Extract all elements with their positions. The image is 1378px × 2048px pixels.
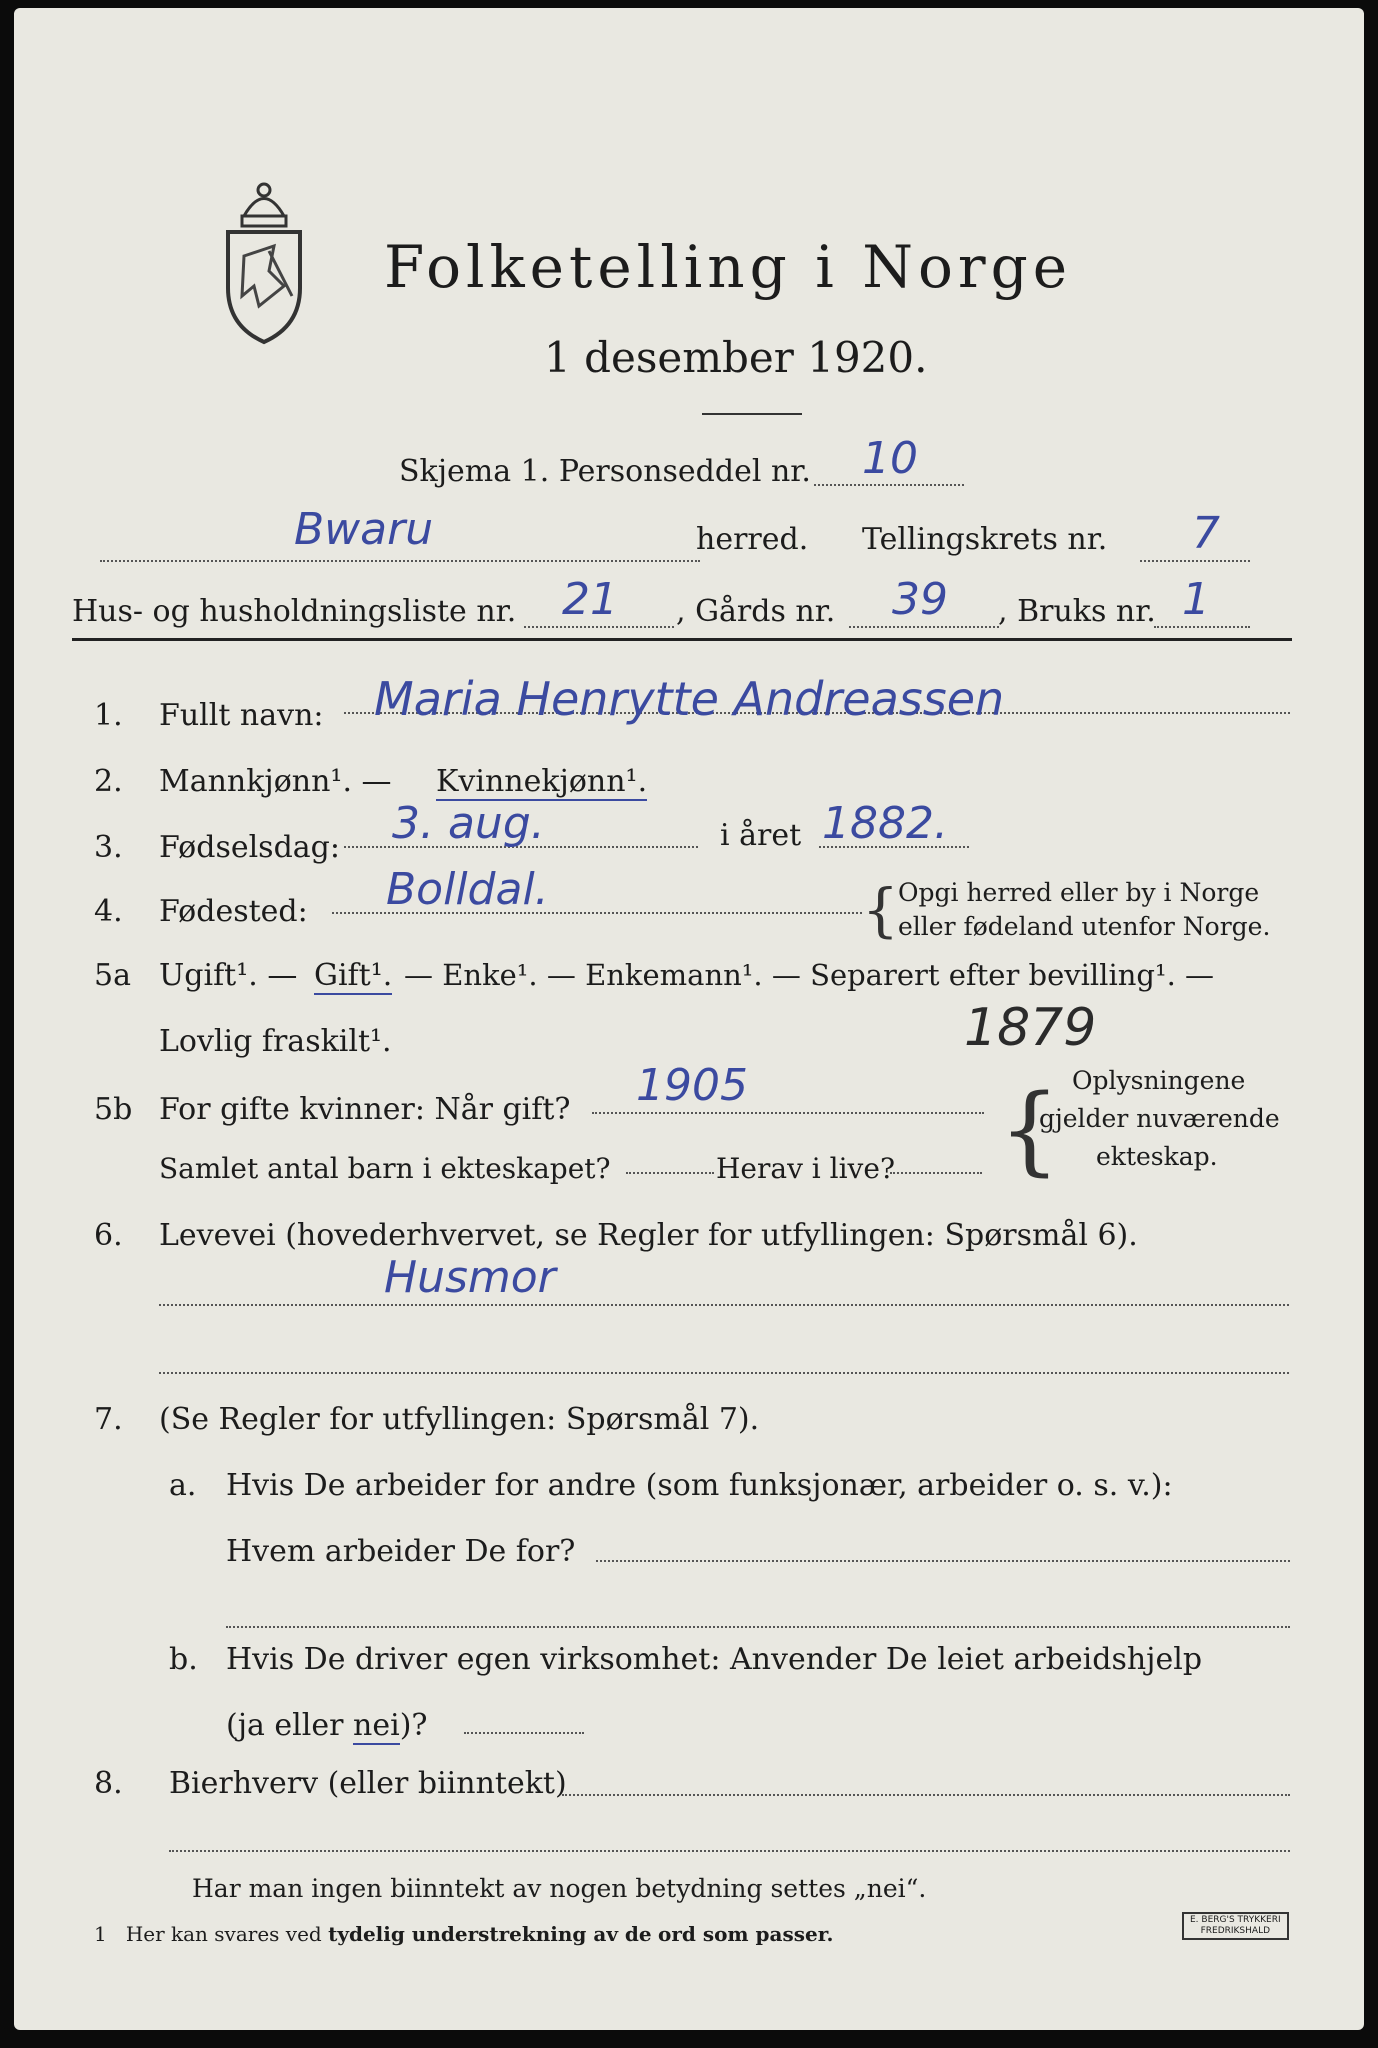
q7a-text: Hvis De arbeider for andre (som funksjonær, arbeider o. s. v.): [226,1468,1173,1503]
title-divider [702,413,802,415]
herred-label: herred. [696,522,809,557]
census-date: 1 desember 1920. [544,333,928,382]
census-form [14,8,1364,2030]
married-option-underlined[interactable]: Gift¹. [314,958,393,993]
q7b-question-pre: (ja eller [226,1708,354,1743]
occupation-value: Husmor [384,1252,556,1303]
herred-field[interactable] [100,560,700,562]
schema-label: Skjema 1. Personseddel nr. [399,454,811,489]
employer-field-1[interactable] [596,1560,1290,1562]
q1-label: Fullt navn: [159,698,324,733]
year-label: i året [720,818,802,853]
birth-year-value: 1882. [822,798,948,849]
liste-value: 21 [562,574,618,625]
q8-label: Bierhverv (eller biinntekt) [169,1766,567,1801]
q6-label: Levevei (hovederhvervet, se Regler for utfyllingen: Spørsmål 6). [159,1218,1138,1253]
birthplace-value: Bolldal. [386,864,549,915]
q6-number: 6. [94,1218,123,1253]
q5b-number: 5b [94,1092,133,1127]
printer-stamp [1182,1912,1289,1940]
gards-value: 39 [892,574,948,625]
q5b-note-3: ekteskap. [1096,1142,1218,1171]
unmarried-option[interactable]: Ugift¹. — [159,958,298,993]
herred-value: Bwaru [294,504,434,555]
q7b-text: Hvis De driver egen virksomhet: Anvender De leiet arbeidshjelp [226,1642,1203,1677]
footnote-post: ord som passer. [658,1922,834,1946]
tellingskrets-field[interactable] [1140,560,1250,562]
schema-number-value: 10 [862,433,918,484]
full-name-value: Maria Henrytte Andreassen [374,672,1005,726]
q5a-number: 5a [94,958,131,993]
birthplace-note-1: Opgi herred eller by i Norge [898,878,1260,907]
children-field[interactable] [626,1172,714,1174]
q1-number: 1. [94,698,123,733]
q5b-brace: { [999,1074,1061,1186]
footnote [94,1922,833,1946]
q5b-note-1: Oplysningene [1072,1066,1246,1095]
footnote-pre: Her kan svares ved [125,1922,322,1946]
header-divider [72,638,1292,641]
birthplace-note-2: eller fødeland utenfor Norge. [898,912,1271,941]
coat-of-arms-icon [214,176,314,350]
female-option-underlined[interactable]: Kvinnekjønn¹. [436,764,648,799]
stamp-line-2: FREDRIKSHALD [1200,1926,1271,1936]
gards-field[interactable] [849,626,999,628]
margin-annotation: 1879 [964,998,1097,1058]
male-option[interactable]: Mannkjønn¹. — [159,764,392,799]
form-title: Folketelling i Norge [384,233,1073,301]
marriage-year-value: 1905 [636,1060,748,1111]
occupation-field-2[interactable] [159,1372,1289,1374]
alive-field[interactable] [890,1172,982,1174]
q7-number: 7. [94,1402,123,1437]
employer-field-2[interactable] [226,1626,1290,1628]
side-income-field-1[interactable] [562,1794,1290,1796]
q7b-letter: b. [169,1642,198,1677]
q7b-question [226,1708,427,1743]
q2-number: 2. [94,764,123,799]
q7b-question-post: )? [399,1708,428,1743]
liste-field[interactable] [524,626,674,628]
marital-options: — Enke¹. — Enkemann¹. — Separert efter bevilling¹. — [404,958,1215,992]
hired-help-field[interactable] [464,1732,584,1734]
children-label: Samlet antal barn i ekteskapet? [159,1152,611,1185]
q3-label: Fødselsdag: [159,830,340,865]
birthday-value: 3. aug. [392,798,545,849]
no-income-note: Har man ingen biinntekt av nogen betydning settes „nei“. [192,1874,927,1903]
footnote-number: 1 [94,1922,107,1946]
q8-number: 8. [94,1766,123,1801]
q7a-letter: a. [169,1468,197,1503]
occupation-field-1[interactable] [159,1304,1289,1306]
no-option-underlined[interactable]: nei [353,1708,400,1743]
q4-brace: { [862,876,899,944]
alive-label: Herav i live? [716,1152,895,1185]
q4-number: 4. [94,894,123,929]
divorced-option[interactable]: Lovlig fraskilt¹. [159,1024,392,1059]
footnote-bold: tydelig understrekning av de [328,1922,652,1946]
q5b-note-2: gjelder nuværende [1039,1104,1280,1133]
schema-number-field[interactable] [814,484,964,486]
gards-label: , Gårds nr. [676,594,836,629]
q4-label: Fødested: [159,894,308,929]
side-income-field-2[interactable] [169,1850,1290,1852]
tellingskrets-value: 7 [1192,508,1220,559]
bruks-label: , Bruks nr. [998,594,1156,629]
marriage-year-field[interactable] [592,1112,984,1114]
bruks-field[interactable] [1154,626,1250,628]
q7-label: (Se Regler for utfyllingen: Spørsmål 7). [159,1402,760,1437]
tellingskrets-label: Tellingskrets nr. [862,522,1108,557]
q7a-question: Hvem arbeider De for? [226,1534,576,1569]
q5b-label: For gifte kvinner: Når gift? [159,1092,571,1127]
stamp-line-1: E. BERG'S TRYKKERI [1190,1915,1281,1925]
q3-number: 3. [94,830,123,865]
bruks-value: 1 [1182,574,1210,625]
liste-label: Hus- og husholdningsliste nr. [72,594,517,629]
